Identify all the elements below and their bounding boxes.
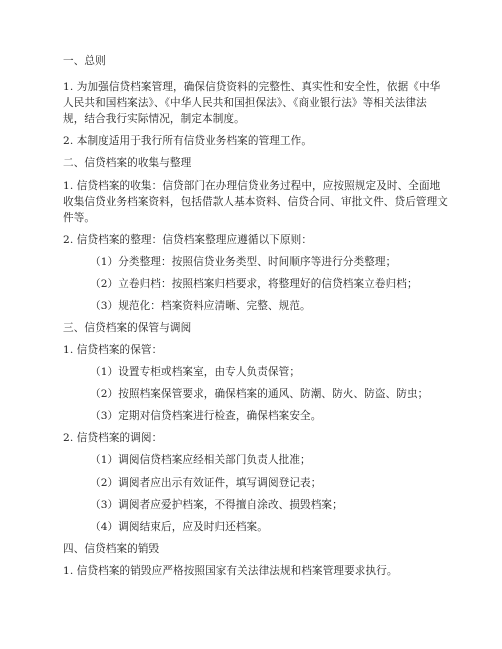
list-item: （1）分类整理：按照信贷业务类型、时间顺序等进行分类整理； <box>90 256 397 268</box>
list-item: （3）规范化：档案资料应清晰、完整、规范。 <box>90 300 311 312</box>
paragraph-line: 1. 信贷档案的收集：信贷部门在办理信贷业务过程中，应按照规定及时、全面地 <box>63 180 441 192</box>
paragraph-line: 1. 信贷档案的保管： <box>63 344 163 356</box>
paragraph-line: 人民共和国档案法》、《中华人民共和国担保法》、《商业银行法》等相关法律法 <box>63 97 427 109</box>
list-item: （4）调阅结束后，应及时归还档案。 <box>90 521 268 533</box>
paragraph-line: 收集信贷业务档案资料，包括借款人基本资料、信贷合同、审批文件、贷后管理文 <box>63 196 448 208</box>
list-item: （2）按照档案保管要求，确保档案的通风、防潮、防火、防盗、防虫； <box>90 388 429 400</box>
paragraph-line: 2. 信贷档案的调阅： <box>63 432 163 444</box>
paragraph-line: 1. 为加强信贷档案管理，确保信贷资料的完整性、真实性和安全性，依据《中华 <box>63 81 441 93</box>
paragraph-line: 2. 本制度适用于我行所有信贷业务档案的管理工作。 <box>63 135 313 147</box>
list-item: （3）调阅者应爱护档案，不得擅自涂改、损毁档案； <box>90 499 343 511</box>
section-heading-collection: 二、信贷档案的收集与整理 <box>63 157 192 169</box>
list-item: （2）调阅者应出示有效证件，填写调阅登记表； <box>90 477 322 489</box>
paragraph-line: 1. 信贷档案的销毁应严格按照国家有关法律法规和档案管理要求执行。 <box>63 565 398 577</box>
list-item: （1）调阅信贷档案应经相关部门负责人批准； <box>90 454 311 466</box>
list-item: （3）定期对信贷档案进行检查，确保档案安全。 <box>90 410 322 422</box>
list-item: （2）立卷归档：按照档案归档要求，将整理好的信贷档案立卷归档； <box>90 278 418 290</box>
paragraph-line: 件等。 <box>63 212 96 224</box>
section-heading-destruction: 四、信贷档案的销毁 <box>63 543 160 555</box>
section-heading-storage: 三、信贷档案的保管与调阅 <box>63 322 192 334</box>
list-item: （1）设置专柜或档案室，由专人负责保管； <box>90 366 301 378</box>
section-heading-general: 一、总则 <box>63 55 106 67</box>
paragraph-line: 规，结合我行实际情况，制定本制度。 <box>63 113 245 125</box>
paragraph-line: 2. 信贷档案的整理：信贷档案整理应遵循以下原则： <box>63 234 313 246</box>
